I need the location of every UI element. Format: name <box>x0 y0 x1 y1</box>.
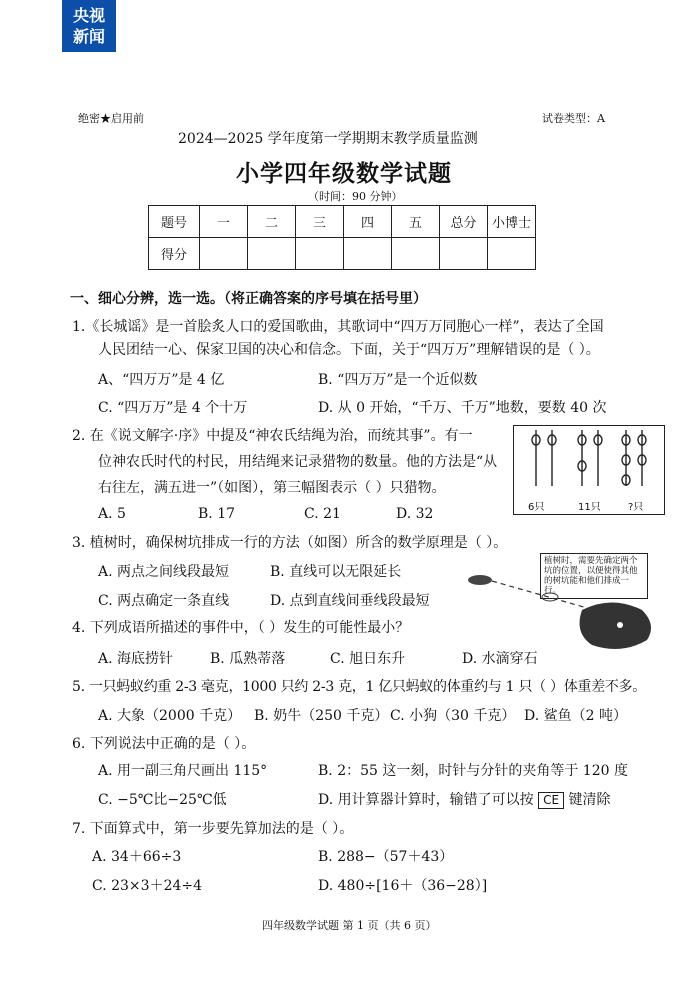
q2-line1: 2. 在《说文解字·序》中提及“神农氏结绳为治，而统其事”。有一 <box>72 428 473 444</box>
q7-option-d: D. 480÷[16＋（36−28）] <box>318 878 488 894</box>
q6-option-a: A. 用一副三角尺画出 115° <box>98 763 268 779</box>
knot-label: ?只 <box>628 502 644 513</box>
score-blank[interactable] <box>488 238 536 270</box>
exam-title: 小学四年级数学试题 <box>236 160 452 187</box>
q4-option-a: A. 海底捞针 <box>98 651 174 667</box>
score-blank[interactable] <box>248 238 296 270</box>
q3-option-a: A. 两点之间线段最短 <box>98 564 230 580</box>
q1-option-a: A、“四万万”是 4 亿 <box>98 372 225 388</box>
q6-option-d <box>318 789 611 809</box>
q7-option-b: B. 288−（57＋43） <box>318 849 454 865</box>
q2-option-c: C. 21 <box>304 506 341 522</box>
score-cell: 小博士 <box>488 206 536 238</box>
q5-option-d: D. 鲨鱼（2 吨） <box>524 708 627 724</box>
secret-label: 绝密★启用前 <box>78 112 144 125</box>
q1-option-d: D. 从 0 开始，“千万、千万”地数，要数 40 次 <box>318 400 607 416</box>
q5-option-a: A. 大象（2000 千克） <box>98 708 242 724</box>
q3-option-d: D. 点到直线间垂线段最短 <box>270 593 430 609</box>
section-heading: 一、细心分辨，选一选。（将正确答案的序号填在括号里） <box>70 291 427 307</box>
score-cell: 四 <box>344 206 392 238</box>
score-blank[interactable] <box>296 238 344 270</box>
score-cell: 得分 <box>149 238 200 270</box>
score-cell: 二 <box>248 206 296 238</box>
q2-line2: 位神农氏时代的村民，用结绳来记录猎物的数量。他的方法是“从 <box>98 454 498 470</box>
q2-option-d: D. 32 <box>396 506 434 522</box>
knot-label: 6只 <box>528 502 545 513</box>
q6-option-c: C. −5℃比−25℃低 <box>98 792 227 808</box>
q2-option-a: A. 5 <box>98 506 126 522</box>
score-blank[interactable] <box>440 238 488 270</box>
q7-option-a: A. 34＋66÷3 <box>92 849 182 865</box>
score-table <box>148 205 536 270</box>
knot-label: 11只 <box>578 502 601 513</box>
knot-rope-figure <box>513 425 665 515</box>
exam-subtitle: 2024—2025 学年度第一学期期末教学质量监测 <box>178 131 478 147</box>
ce-key: CE <box>538 792 564 809</box>
score-cell: 总分 <box>440 206 488 238</box>
score-blank[interactable] <box>392 238 440 270</box>
score-cell: 三 <box>296 206 344 238</box>
score-table-header-row <box>149 206 536 238</box>
q1-option-c: C. “四万万”是 4 个十万 <box>98 400 248 416</box>
page-footer: 四年级数学试题 第 1 页（共 6 页） <box>262 919 437 932</box>
score-cell: 题号 <box>149 206 200 238</box>
score-cell: 一 <box>200 206 248 238</box>
q2-option-b: B. 17 <box>198 506 236 522</box>
q2-line3: 右往左，满五进一”（如图），第三幅图表示（ ）只猎物。 <box>98 480 446 496</box>
logo-line2: 新闻 <box>72 27 105 46</box>
q1-option-b: B. “四万万”是一个近似数 <box>318 372 478 388</box>
exam-time: （时间：90 分钟） <box>308 190 403 203</box>
score-blank[interactable] <box>344 238 392 270</box>
q7-line1: 7. 下面算式中，第一步要先算加法的是（ ）。 <box>72 821 354 837</box>
q3-option-c: C. 两点确定一条直线 <box>98 593 230 609</box>
q1-line1: 1.《长城谣》是一首脍炙人口的爱国歌曲，其歌词中“四万万同胞心一样”，表达了全国 <box>72 319 604 335</box>
q7-option-c: C. 23×3＋24÷4 <box>92 878 203 894</box>
tree-planting-note: 植树时，需要先确定两个坑的位置，以便使得其他的树坑能和他们排成一行。 <box>540 553 648 599</box>
q3-option-b: B. 直线可以无限延长 <box>270 564 402 580</box>
score-blank[interactable] <box>200 238 248 270</box>
logo-line1: 央视 <box>72 6 105 25</box>
q4-option-c: C. 旭日东升 <box>330 651 406 667</box>
score-cell: 五 <box>392 206 440 238</box>
score-table-score-row <box>149 238 536 270</box>
q5-line1: 5. 一只蚂蚁约重 2-3 毫克，1000 只约 2-3 克，1 亿只蚂蚁的体重约与 1 只（ ）体重差不多。 <box>72 679 646 695</box>
q6-option-d-text: D. 用计算器计算时，输错了可以按 <box>318 792 534 808</box>
q1-line2: 人民团结一心、保家卫国的决心和信念。下面，关于“四万万”理解错误的是（ ）。 <box>98 342 600 358</box>
q4-option-d: D. 水滴穿石 <box>462 651 538 667</box>
q4-option-b: B. 瓜熟蒂落 <box>210 651 286 667</box>
q5-option-c: C. 小狗（30 千克） <box>390 708 516 724</box>
q6-option-d-suffix: 键清除 <box>568 792 611 808</box>
q5-option-b: B. 奶牛（250 千克） <box>254 708 389 724</box>
paper-type: 试卷类型：A <box>542 112 605 125</box>
cctv-news-logo <box>62 0 116 52</box>
q6-option-b: B. 2：55 这一刻，时针与分针的夹角等于 120 度 <box>318 763 628 779</box>
q6-line1: 6. 下列说法中正确的是（ ）。 <box>72 736 256 752</box>
q4-line1: 4. 下列成语所描述的事件中，（ ）发生的可能性最小？ <box>72 620 410 636</box>
q3-line1: 3. 植树时，确保树坑排成一行的方法（如图）所含的数学原理是（ ）。 <box>72 535 508 551</box>
